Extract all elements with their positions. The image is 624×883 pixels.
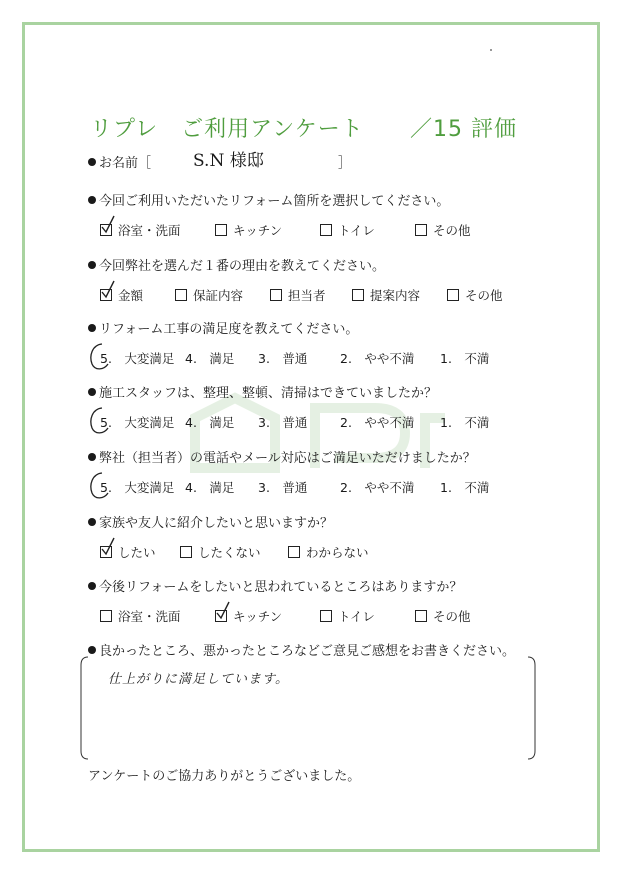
check-mark-icon bbox=[100, 280, 116, 300]
comment-answer[interactable]: 仕上がりに満足しています。 bbox=[108, 672, 289, 687]
q4-option-1[interactable]: 1. 不満 bbox=[440, 415, 490, 430]
question-3-text: リフォーム工事の満足度を教えてください。 bbox=[99, 322, 359, 337]
question-2-text: 今回弊社を選んだ１番の理由を教えてください。 bbox=[99, 259, 386, 274]
bullet-icon bbox=[88, 158, 96, 166]
question-5-text: 弊社（担当者）の電話やメール対応はご満足いただけましたか？ bbox=[99, 451, 476, 466]
question-4-options bbox=[100, 413, 560, 433]
bullet-icon bbox=[88, 261, 96, 269]
bullet-icon bbox=[88, 646, 96, 654]
bullet-icon bbox=[88, 453, 96, 461]
q5-option-2[interactable]: 2. やや不満 bbox=[340, 480, 415, 495]
checkbox[interactable] bbox=[215, 610, 227, 622]
q2-option-proposal[interactable]: 提案内容 bbox=[352, 286, 420, 304]
checkbox[interactable] bbox=[447, 289, 459, 301]
checkbox[interactable] bbox=[320, 610, 332, 622]
checkbox[interactable] bbox=[100, 224, 112, 236]
question-1-options bbox=[100, 221, 560, 241]
checkbox[interactable] bbox=[288, 546, 300, 558]
q7-option-kitchen[interactable]: キッチン bbox=[215, 607, 282, 625]
question-2 bbox=[88, 255, 385, 274]
survey-score: ／15 評価 bbox=[410, 117, 517, 142]
question-3 bbox=[88, 318, 358, 337]
name-label: お名前［ bbox=[99, 156, 152, 171]
check-mark-icon bbox=[100, 215, 116, 235]
question-7 bbox=[88, 576, 462, 595]
checkbox[interactable] bbox=[100, 610, 112, 622]
check-mark-icon bbox=[215, 601, 231, 621]
hand-circle-icon bbox=[88, 342, 114, 372]
paper-speck bbox=[490, 49, 492, 51]
hand-circle-icon bbox=[88, 471, 114, 501]
question-1 bbox=[88, 190, 449, 209]
question-5-options bbox=[100, 478, 560, 498]
q1-option-other[interactable]: その他 bbox=[415, 221, 471, 239]
q6-option-no[interactable]: したくない bbox=[180, 543, 261, 561]
q3-option-2[interactable]: 2. やや不満 bbox=[340, 351, 415, 366]
question-6-options bbox=[100, 543, 560, 563]
q5-option-3[interactable]: 3. 普通 bbox=[258, 480, 308, 495]
question-5 bbox=[88, 447, 476, 466]
question-4 bbox=[88, 382, 437, 401]
q6-option-yes[interactable]: したい bbox=[100, 543, 156, 561]
q1-option-kitchen[interactable]: キッチン bbox=[215, 221, 282, 239]
q2-option-other[interactable]: その他 bbox=[447, 286, 503, 304]
bullet-icon bbox=[88, 388, 96, 396]
q5-option-4[interactable]: 4. 満足 bbox=[185, 480, 235, 495]
q4-option-5[interactable]: 5. 大変満足 bbox=[100, 413, 174, 431]
q7-option-bath[interactable]: 浴室・洗面 bbox=[100, 607, 181, 625]
bullet-icon bbox=[88, 582, 96, 590]
question-7-text: 今後リフォームをしたいと思われているところはありますか？ bbox=[99, 580, 463, 595]
checkbox[interactable] bbox=[320, 224, 332, 236]
checkbox[interactable] bbox=[215, 224, 227, 236]
q4-option-4[interactable]: 4. 満足 bbox=[185, 415, 235, 430]
q3-option-4[interactable]: 4. 満足 bbox=[185, 351, 235, 366]
thanks-message: アンケートのご協力ありがとうございました。 bbox=[88, 769, 361, 784]
bullet-icon bbox=[88, 518, 96, 526]
bullet-icon bbox=[88, 196, 96, 204]
question-6 bbox=[88, 512, 333, 531]
survey-title bbox=[90, 112, 517, 143]
checkbox[interactable] bbox=[415, 610, 427, 622]
checkbox[interactable] bbox=[100, 289, 112, 301]
q5-option-1[interactable]: 1. 不満 bbox=[440, 480, 490, 495]
question-2-options bbox=[100, 286, 560, 306]
q3-option-1[interactable]: 1. 不満 bbox=[440, 351, 490, 366]
name-close-bracket: ］ bbox=[338, 156, 352, 171]
q1-option-bath[interactable]: 浴室・洗面 bbox=[100, 221, 181, 239]
q5-option-5[interactable]: 5. 大変満足 bbox=[100, 478, 174, 496]
question-8-text: 良かったところ、悪かったところなどご意見ご感想をお書きください。 bbox=[99, 644, 516, 659]
q4-option-2[interactable]: 2. やや不満 bbox=[340, 415, 415, 430]
question-3-options bbox=[100, 349, 560, 369]
question-7-options bbox=[100, 607, 560, 627]
q2-option-warranty[interactable]: 保証内容 bbox=[175, 286, 243, 304]
question-1-text: 今回ご利用いただいたリフォーム箇所を選択してください。 bbox=[99, 194, 450, 209]
checkbox[interactable] bbox=[415, 224, 427, 236]
checkbox[interactable] bbox=[175, 289, 187, 301]
survey-title-main: リプレ ご利用アンケート bbox=[90, 117, 364, 142]
checkbox[interactable] bbox=[180, 546, 192, 558]
question-6-text: 家族や友人に紹介したいと思いますか？ bbox=[99, 516, 334, 531]
q6-option-unsure[interactable]: わからない bbox=[288, 543, 369, 561]
q4-option-3[interactable]: 3. 普通 bbox=[258, 415, 308, 430]
q2-option-price[interactable]: 金額 bbox=[100, 286, 143, 304]
q3-option-3[interactable]: 3. 普通 bbox=[258, 351, 308, 366]
checkbox[interactable] bbox=[352, 289, 364, 301]
hand-circle-icon bbox=[88, 406, 114, 436]
q3-option-5[interactable]: 5. 大変満足 bbox=[100, 349, 174, 367]
question-4-text: 施工スタッフは、整理、整頓、清掃はできていましたか？ bbox=[99, 386, 438, 401]
q2-option-staff[interactable]: 担当者 bbox=[270, 286, 326, 304]
check-mark-icon bbox=[100, 537, 116, 557]
q7-option-other[interactable]: その他 bbox=[415, 607, 471, 625]
bullet-icon bbox=[88, 324, 96, 332]
name-value: S.N 様邸 bbox=[193, 151, 264, 171]
checkbox[interactable] bbox=[100, 546, 112, 558]
q1-option-toilet[interactable]: トイレ bbox=[320, 221, 375, 239]
q7-option-toilet[interactable]: トイレ bbox=[320, 607, 375, 625]
checkbox[interactable] bbox=[270, 289, 282, 301]
